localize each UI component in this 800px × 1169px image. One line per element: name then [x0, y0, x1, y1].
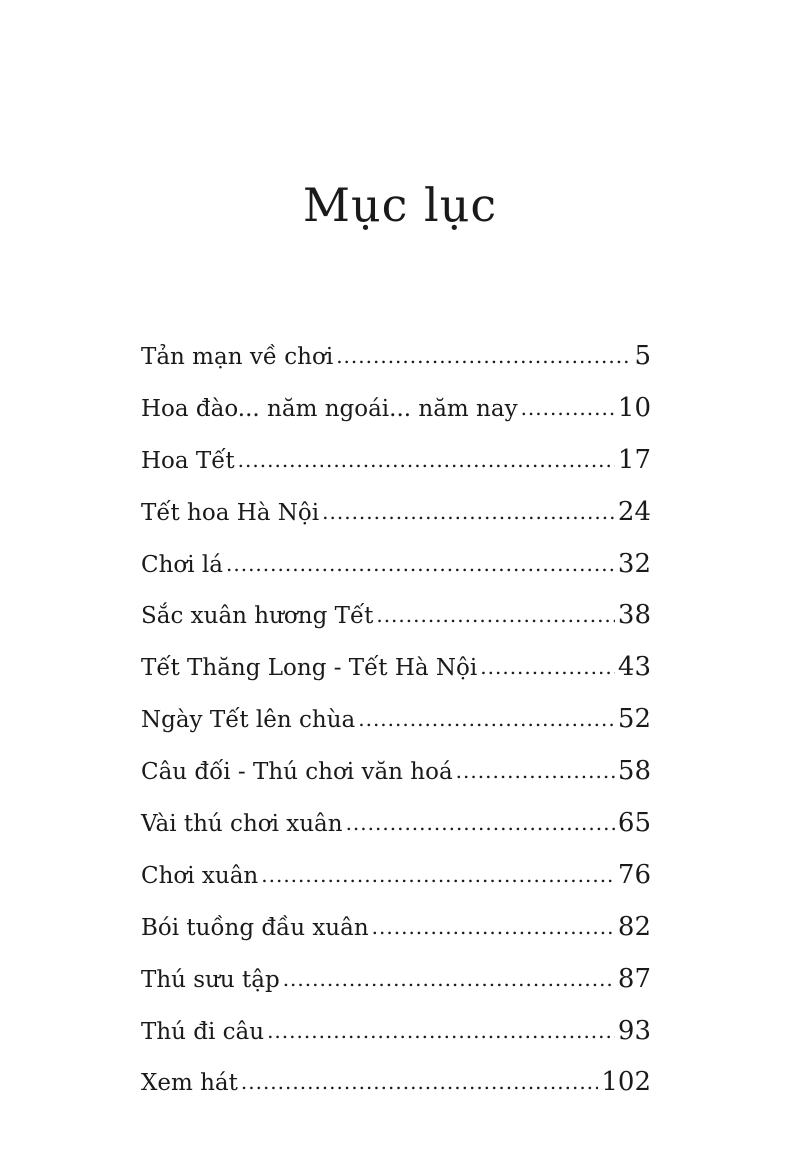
toc-entry — [141, 539, 651, 591]
toc-entry — [141, 954, 651, 1006]
toc-entry-page: 76 — [617, 859, 651, 890]
toc-entry — [141, 798, 651, 850]
toc-entry-title: Thú đi câu — [141, 1018, 265, 1045]
toc-dot-leader — [283, 964, 615, 987]
toc-dot-leader — [241, 1067, 598, 1090]
toc-entry-page: 43 — [617, 652, 651, 683]
toc-entry-title: Bói tuồng đầu xuân — [141, 914, 369, 941]
toc-dot-leader — [376, 600, 615, 623]
toc-entry — [141, 590, 651, 642]
toc-entry-title: Hoa đào... năm ngoái... năm nay — [141, 395, 518, 422]
toc-entry-page: 24 — [617, 496, 651, 527]
toc-entry-page: 65 — [617, 808, 651, 839]
toc-entry-page: 5 — [634, 341, 651, 371]
toc-entry-page: 82 — [617, 911, 651, 942]
toc-dot-leader — [521, 393, 615, 416]
toc-entry — [141, 694, 651, 746]
toc-entry-page: 10 — [617, 392, 651, 423]
toc-dot-leader — [226, 549, 615, 572]
toc-entry — [141, 850, 651, 902]
toc-entry-title: Ngày Tết lên chùa — [141, 707, 356, 734]
toc-dot-leader — [456, 756, 615, 779]
toc-entry — [141, 435, 651, 487]
toc-entry-page: 87 — [617, 963, 651, 994]
toc-dot-leader — [261, 860, 615, 883]
toc-entry — [141, 383, 651, 435]
toc-dot-leader — [267, 1016, 615, 1039]
toc-entry-title: Câu đối - Thú chơi văn hoá — [141, 759, 453, 786]
toc-entry-page: 38 — [617, 600, 651, 631]
toc-entry-title: Vài thú chơi xuân — [141, 811, 343, 838]
toc-dot-leader — [336, 341, 631, 364]
toc-dot-leader — [358, 704, 615, 727]
toc-entry-title: Thú sưu tập — [141, 966, 280, 993]
toc-entry — [141, 902, 651, 954]
toc-entry-title: Tết Thăng Long - Tết Hà Nội — [141, 655, 478, 682]
toc-entry — [141, 746, 651, 798]
toc-entry-page: 58 — [617, 756, 651, 787]
toc-dot-leader — [238, 445, 615, 468]
toc-entry — [141, 331, 651, 383]
toc-entry — [141, 1057, 651, 1109]
toc-dot-leader — [480, 652, 615, 675]
toc-entry-page: 32 — [617, 548, 651, 579]
table-of-contents — [141, 331, 651, 1109]
toc-dot-leader — [346, 808, 615, 831]
toc-entry — [141, 1006, 651, 1058]
toc-entry-page: 17 — [617, 444, 651, 475]
toc-entry-title: Chơi lá — [141, 551, 223, 578]
toc-entry-page: 93 — [617, 1015, 651, 1046]
toc-entry-page: 102 — [601, 1067, 651, 1098]
toc-entry-title: Xem hát — [141, 1070, 238, 1097]
toc-entry-page: 52 — [617, 704, 651, 735]
toc-dot-leader — [322, 497, 615, 520]
toc-entry-title: Tết hoa Hà Nội — [141, 499, 320, 526]
toc-entry-title: Sắc xuân hương Tết — [141, 603, 374, 630]
toc-dot-leader — [372, 912, 615, 935]
toc-entry-title: Hoa Tết — [141, 447, 235, 474]
toc-entry-title: Chơi xuân — [141, 862, 259, 889]
toc-entry — [141, 487, 651, 539]
toc-entry — [141, 642, 651, 694]
page-title: Mục lục — [302, 178, 498, 232]
toc-entry-title: Tản mạn về chơi — [141, 344, 334, 370]
